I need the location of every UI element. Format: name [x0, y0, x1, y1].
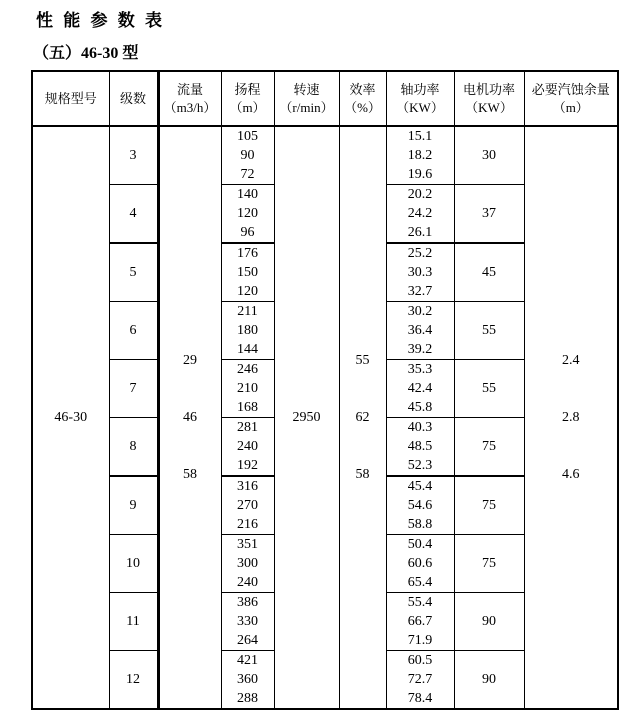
efficiency-value: 55 — [355, 353, 370, 368]
npsh-value: 2.4 — [562, 353, 580, 368]
section-subtitle: （五）46-30 型 — [33, 45, 139, 62]
header-label: 效率 — [349, 81, 376, 97]
header-label: 规格型号 — [44, 90, 97, 106]
header-unit: （%） — [344, 99, 381, 115]
column-header-model — [32, 71, 109, 126]
header-unit: （m3/h） — [163, 99, 217, 115]
head-value: 270 — [237, 498, 258, 513]
shaft-power-value: 32.7 — [407, 284, 433, 299]
shaft-power-value: 19.6 — [407, 167, 433, 182]
header-label: 级数 — [119, 90, 146, 106]
header-unit: （KW） — [465, 99, 513, 115]
efficiency-value: 58 — [355, 467, 370, 482]
shaft-power-value: 66.7 — [407, 614, 433, 629]
head-value: 211 — [237, 304, 258, 319]
shaft-power-value: 18.2 — [407, 148, 433, 163]
shaft-power-value: 58.8 — [407, 517, 433, 532]
shaft-power-value: 30.3 — [407, 265, 433, 280]
npsh-values-cell — [524, 126, 618, 709]
shaft-power-value: 26.1 — [407, 225, 433, 240]
head-values-cell — [221, 126, 274, 185]
flow-value: 58 — [183, 467, 197, 482]
head-value: 351 — [237, 537, 258, 552]
shaft-power-value: 25.2 — [407, 246, 433, 261]
head-value: 105 — [237, 129, 258, 144]
shaft-power-value: 42.4 — [407, 381, 433, 396]
head-value: 144 — [237, 342, 258, 357]
shaft-power-value: 55.4 — [407, 595, 433, 610]
head-value: 192 — [237, 458, 258, 473]
header-label: 电机功率 — [462, 81, 515, 97]
head-value: 216 — [237, 517, 258, 532]
head-value: 288 — [237, 691, 258, 706]
head-value: 168 — [237, 400, 258, 415]
shaft-power-value: 65.4 — [407, 575, 433, 590]
head-value: 240 — [237, 575, 258, 590]
flow-value: 46 — [183, 410, 197, 425]
header-label: 扬程 — [234, 81, 261, 97]
performance-table — [31, 70, 619, 710]
column-header-efficiency — [339, 71, 386, 126]
efficiency-values-cell — [339, 126, 386, 709]
shaft-power-value: 72.7 — [407, 672, 433, 687]
head-value: 360 — [237, 672, 258, 687]
head-values-cell — [221, 243, 274, 302]
column-header-shaft-power — [386, 71, 454, 126]
head-value: 264 — [237, 633, 258, 648]
header-unit: （m） — [552, 99, 589, 115]
stage-number-cell: 5 — [109, 243, 158, 302]
shaft-power-values-cell — [386, 126, 454, 185]
shaft-power-value: 40.3 — [407, 420, 433, 435]
shaft-power-values-cell — [386, 185, 454, 244]
motor-power-cell: 90 — [454, 593, 524, 651]
shaft-power-values-cell — [386, 593, 454, 651]
head-value: 316 — [237, 479, 258, 494]
column-header-head — [221, 71, 274, 126]
head-values-cell — [221, 418, 274, 477]
head-value: 210 — [237, 381, 258, 396]
column-header-stages — [109, 71, 158, 126]
motor-power-cell: 55 — [454, 360, 524, 418]
head-value: 140 — [237, 187, 258, 202]
stage-number-cell: 10 — [109, 535, 158, 593]
shaft-power-value: 15.1 — [407, 129, 433, 144]
speed-cell: 2950 — [274, 126, 339, 709]
model-cell: 46-30 — [32, 126, 109, 709]
header-label: 轴功率 — [400, 81, 440, 97]
shaft-power-value: 45.4 — [407, 479, 433, 494]
head-values-cell — [221, 593, 274, 651]
column-header-motor-power — [454, 71, 524, 126]
stage-number-cell: 6 — [109, 302, 158, 360]
head-value: 120 — [237, 284, 258, 299]
npsh-value: 4.6 — [562, 467, 580, 482]
head-value: 176 — [237, 246, 258, 261]
motor-power-cell: 90 — [454, 651, 524, 710]
shaft-power-value: 45.8 — [407, 400, 433, 415]
header-label: 必要汽蚀余量 — [531, 81, 610, 97]
shaft-power-value: 54.6 — [407, 498, 433, 513]
shaft-power-values-cell — [386, 243, 454, 302]
shaft-power-value: 39.2 — [407, 342, 433, 357]
head-value: 96 — [240, 225, 255, 240]
shaft-power-value: 71.9 — [407, 633, 433, 648]
stage-number-cell: 4 — [109, 185, 158, 244]
stage-number-cell: 8 — [109, 418, 158, 477]
shaft-power-values-cell — [386, 651, 454, 710]
head-values-cell — [221, 535, 274, 593]
head-values-cell — [221, 302, 274, 360]
shaft-power-values-cell — [386, 360, 454, 418]
head-values-cell — [221, 476, 274, 535]
head-value: 246 — [237, 362, 258, 377]
column-header-npsh — [524, 71, 618, 126]
header-unit: （r/min） — [279, 99, 334, 115]
head-value: 240 — [237, 439, 258, 454]
shaft-power-value: 36.4 — [407, 323, 433, 338]
header-row — [32, 71, 618, 126]
head-value: 120 — [237, 206, 258, 221]
head-value: 150 — [237, 265, 258, 280]
motor-power-cell: 55 — [454, 302, 524, 360]
motor-power-cell: 45 — [454, 243, 524, 302]
head-value: 180 — [237, 323, 258, 338]
stage-number-cell: 3 — [109, 126, 158, 185]
shaft-power-values-cell — [386, 418, 454, 477]
head-value: 330 — [237, 614, 258, 629]
flow-value: 29 — [183, 353, 197, 368]
header-label: 转速 — [293, 81, 320, 97]
shaft-power-value: 35.3 — [407, 362, 433, 377]
head-values-cell — [221, 185, 274, 244]
table-row-stage-3 — [32, 126, 618, 185]
stage-number-cell: 11 — [109, 593, 158, 651]
npsh-value: 2.8 — [562, 410, 580, 425]
head-value: 421 — [237, 653, 258, 668]
column-header-speed — [274, 71, 339, 126]
head-values-cell — [221, 651, 274, 710]
page-title: 性 能 参 数 表 — [36, 11, 165, 30]
shaft-power-values-cell — [386, 302, 454, 360]
flow-values-cell — [158, 126, 221, 709]
motor-power-cell: 30 — [454, 126, 524, 185]
motor-power-cell: 75 — [454, 535, 524, 593]
stage-number-cell: 12 — [109, 651, 158, 710]
shaft-power-value: 20.2 — [407, 187, 433, 202]
head-values-cell — [221, 360, 274, 418]
head-value: 300 — [237, 556, 258, 571]
head-value: 90 — [240, 148, 255, 163]
shaft-power-value: 60.5 — [407, 653, 433, 668]
shaft-power-values-cell — [386, 535, 454, 593]
head-value: 386 — [237, 595, 258, 610]
header-label: 流量 — [176, 81, 203, 97]
shaft-power-value: 48.5 — [407, 439, 433, 454]
header-unit: （m） — [229, 99, 266, 115]
shaft-power-value: 52.3 — [407, 458, 433, 473]
shaft-power-value: 78.4 — [407, 691, 433, 706]
motor-power-cell: 37 — [454, 185, 524, 244]
motor-power-cell: 75 — [454, 476, 524, 535]
shaft-power-value: 60.6 — [407, 556, 433, 571]
efficiency-value: 62 — [355, 410, 370, 425]
head-value: 281 — [237, 420, 258, 435]
head-value: 72 — [240, 167, 255, 182]
column-header-flow — [158, 71, 221, 126]
stage-number-cell: 7 — [109, 360, 158, 418]
shaft-power-value: 24.2 — [407, 206, 433, 221]
shaft-power-value: 30.2 — [407, 304, 433, 319]
motor-power-cell: 75 — [454, 418, 524, 477]
shaft-power-value: 50.4 — [407, 537, 433, 552]
header-unit: （KW） — [396, 99, 444, 115]
shaft-power-values-cell — [386, 476, 454, 535]
stage-number-cell: 9 — [109, 476, 158, 535]
